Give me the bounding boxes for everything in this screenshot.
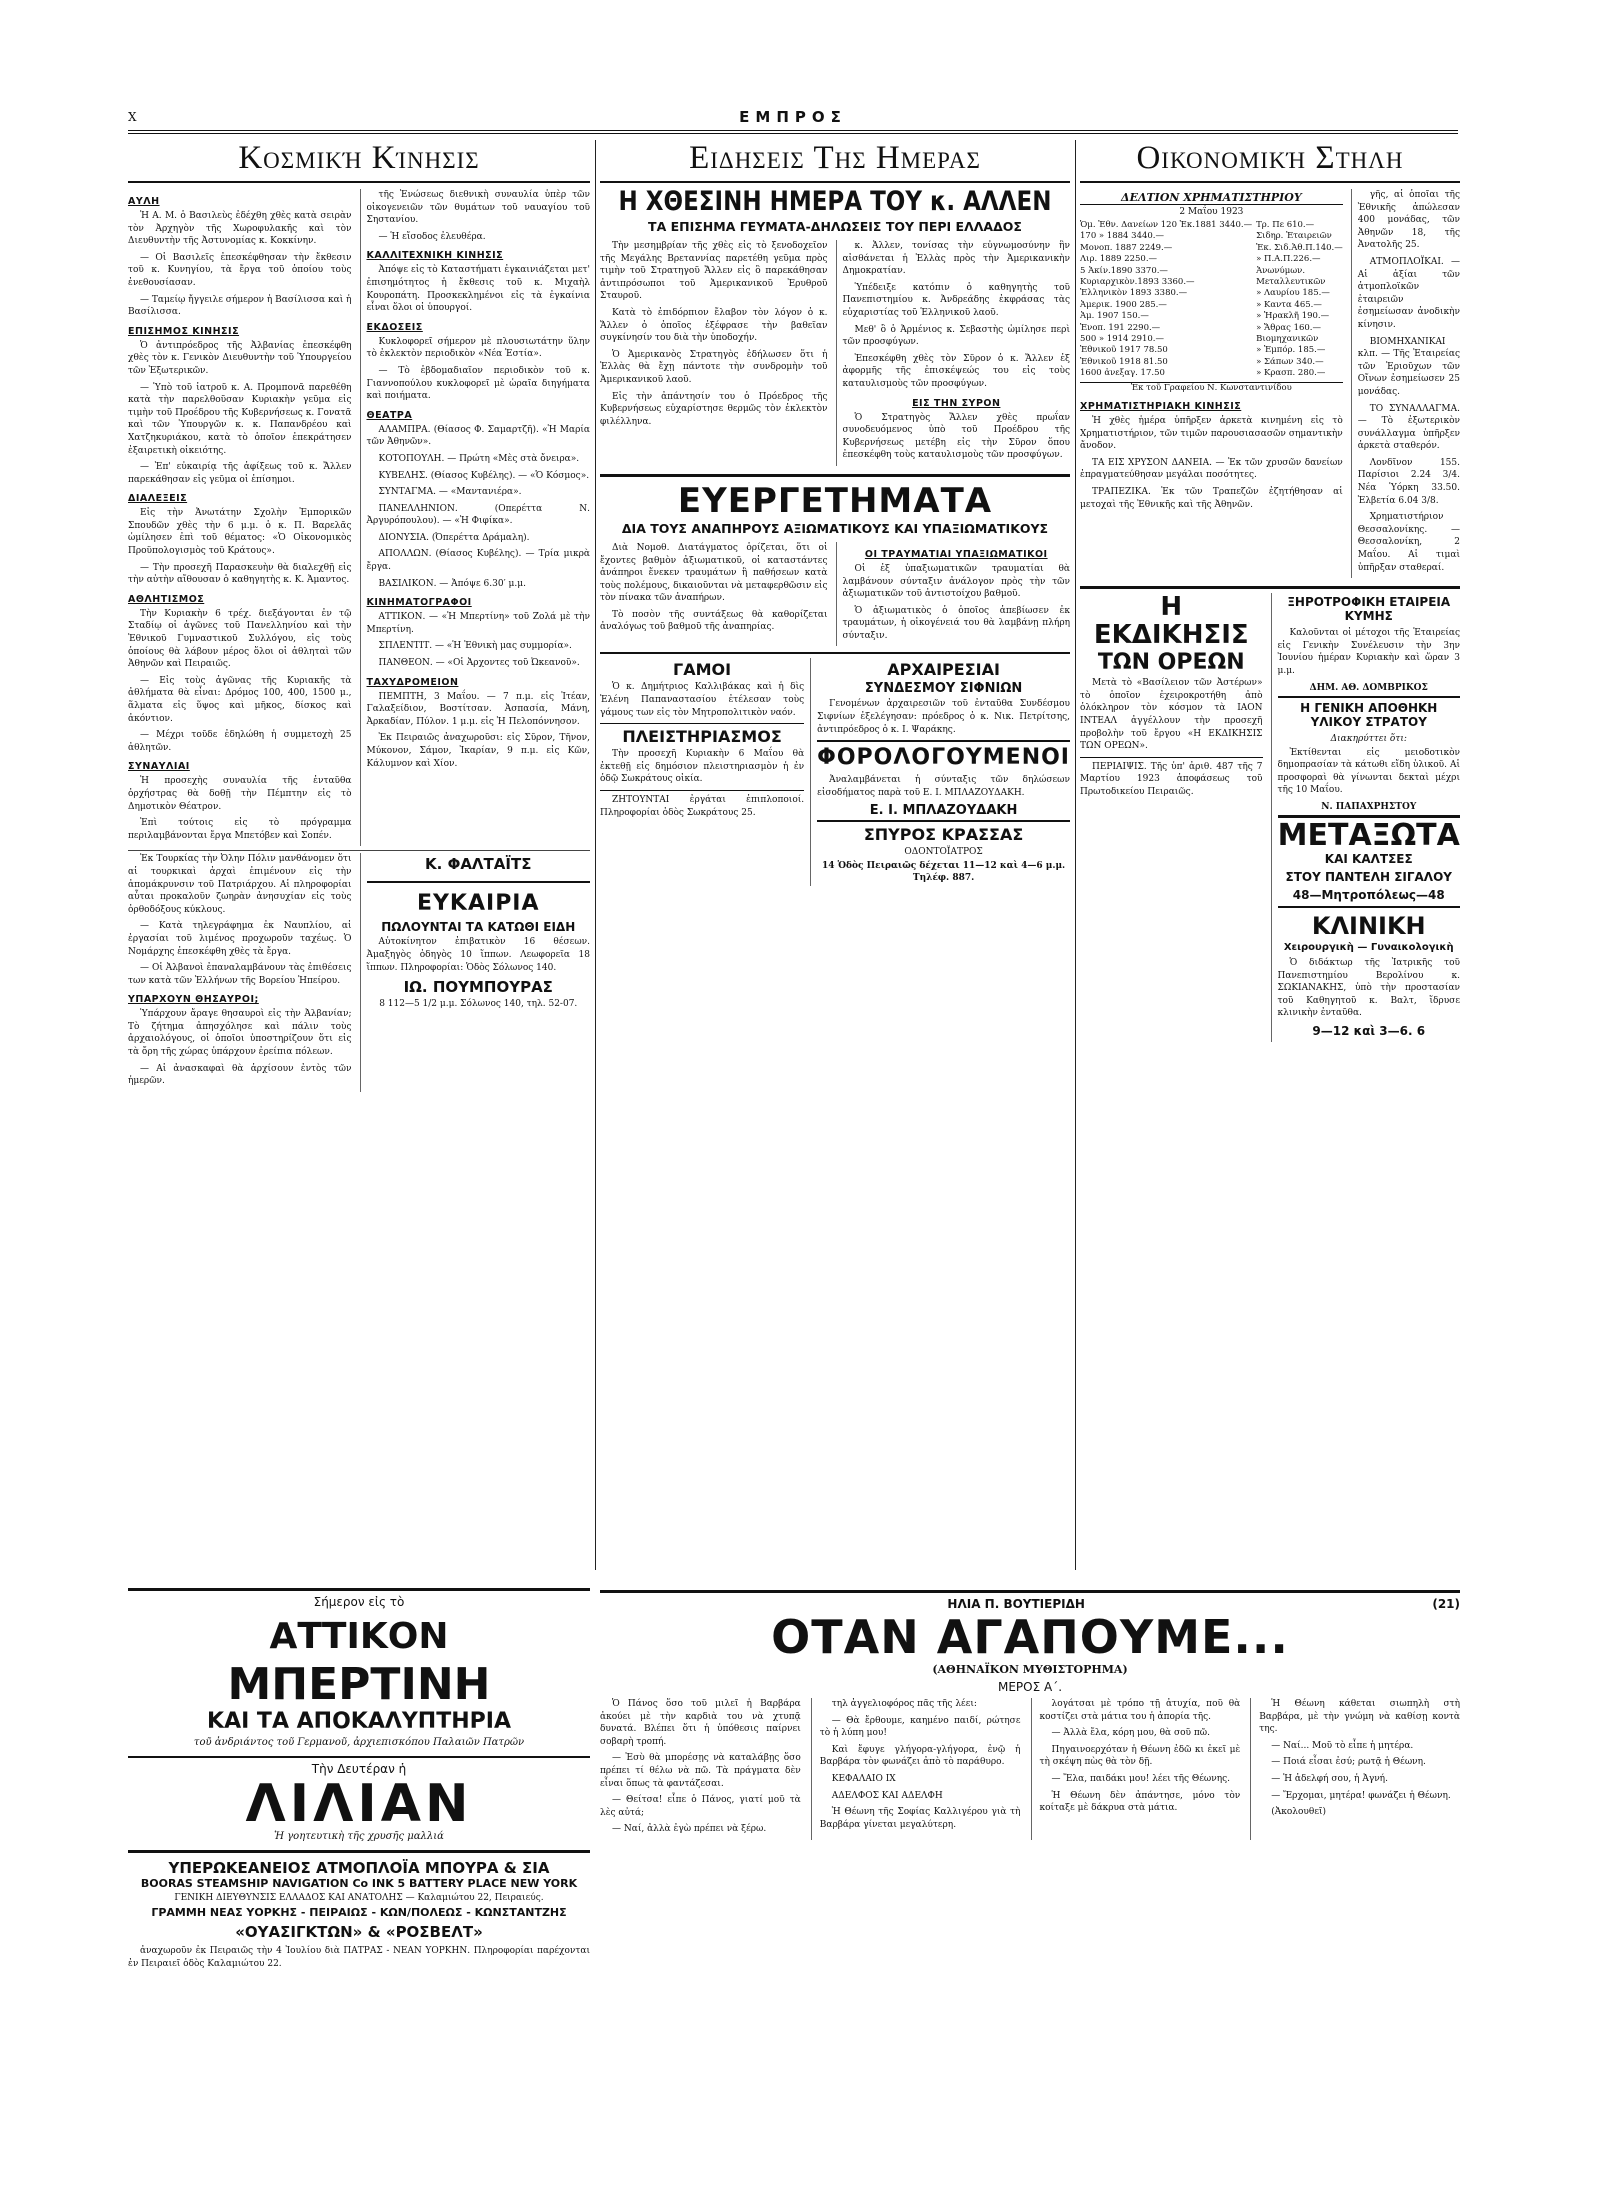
article-paragraph: Ὁ ἀντιπρόεδρος τῆς Ἀλβανίας ἐπεσκέφθη χθὲς τὸν κ. Γενικὸν Διευθυντὴν τοῦ Ὑπουργείου τῶν Ἐξωτερικῶν. xyxy=(128,340,352,376)
article-paragraph: ΒΑΣΙΛΙΚΟΝ. — Ἀπόψε 6.30′ μ.μ. xyxy=(378,578,526,589)
bulletin-row: » Ἐμπόρ. 185.— xyxy=(1256,345,1326,356)
next-film-pre: Τὴν Δευτέραν ἡ xyxy=(128,1756,590,1776)
bulletin-row: Βιομηχανικῶν xyxy=(1256,334,1319,345)
exchange-rubric: ΧΡΗΜΑΤΙΣΤΗΡΙΑΚΗ ΚΙΝΗΣΙΣ xyxy=(1080,401,1242,413)
bulletin-row: » Π.Α.Π.226.— xyxy=(1256,254,1321,265)
serial-title: ΟΤΑΝ ΑΓΑΠΟΥΜΕ... xyxy=(771,1610,1289,1664)
serial-author xyxy=(600,1590,1460,1611)
economy-header: Οικονομική Στηλη xyxy=(1080,140,1460,183)
bulletin-row: 1600 ἀνεξαγ. 17.50 xyxy=(1080,368,1165,379)
bulletin-row: » Ἄθρας 160.— xyxy=(1256,322,1322,333)
bulletin-row: Ἐθνικοῦ 1917 78.50 xyxy=(1080,345,1168,356)
silks-address: 48—Μητροπόλεως—48 xyxy=(1292,887,1445,902)
article-paragraph: Ἀπόψε εἰς τὸ Καταστήματι ἐγκαινιάζεται μετ' ἐπισημότητος ἡ ἔκθεσις τοῦ κ. Μιχαὴλ Κουροπάτη. Προσκεκλημένοι εἰς τὰ ἐγκαίνια εἶναι ὅλοι οἱ ὑπουργοί. xyxy=(366,265,590,314)
section-rubric: ΔΙΑΛΕΞΕΙΣ xyxy=(128,493,188,505)
article-paragraph: ΑΤΜΟΠΛΟΪΚΑΙ. — Αἱ ἀξίαι τῶν ἀτμοπλοϊκῶν ἑταιρειῶν ἐσημείωσαν ἀνοδικὴν κίνησιν. xyxy=(1357,256,1460,330)
bulletin-row: Ἀμ. 1907 150.— xyxy=(1080,311,1149,322)
article-paragraph: Εἰς τὴν Ἀνωτάτην Σχολὴν Ἐμπορικῶν Σπουδῶν χθὲς τὴν 6 μ.μ. ὁ κ. Π. Βαρελᾶς ὡμίλησεν ἐπὶ τοῦ θέματος: «Ὁ Οἰκονομικὸς Προϋπολογισμὸς τοῦ Κράτους». xyxy=(128,508,352,557)
article-paragraph: ΑΛΑΜΠΡΑ. (Θίασος Φ. Σαμαρτζῆ). «Ἡ Μαρία τῶν Ἀθηνῶν». xyxy=(366,424,590,448)
bulletin-row: Ὁμ. Ἐθν. Δανείων 120 Ἐκ.1881 3440.— xyxy=(1080,220,1253,230)
article-paragraph: Ἡ χθὲς ἡμέρα ὑπῆρξεν ἀρκετὰ κινημένη εἰς τὸ Χρηματιστήριον, τῶν τιμῶν παρουσιασασῶν σημαντικὴν ἄνοδον. xyxy=(1080,416,1343,452)
article-paragraph: Μεθ' ὃ ὁ Ἀρμένιος κ. Σεβαστὴς ὡμίλησε περὶ τῶν προσφύγων. xyxy=(842,324,1070,348)
shipping-subtitle: BOORAS STEAMSHIP NAVIGATION Co INK 5 BATTERY PLACE NEW YORK xyxy=(140,1877,578,1890)
bulletin-row: » Καντα 465.— xyxy=(1256,299,1322,310)
serial-part: ΜΕΡΟΣ Α΄. xyxy=(997,1680,1063,1694)
bulletin-row: Σιδηρ. Ἑταιρειῶν xyxy=(1256,231,1332,242)
article-paragraph: Ὁ ἀξιωματικὸς ὁ ὁποῖος ἀπεβίωσεν ἐκ τραυμάτων, ἡ οἰκογένειά του θὰ λαμβάνῃ πλήρη σύνταξιν. xyxy=(842,605,1070,641)
bulletin-row: » Ἡρακλῆ 190.— xyxy=(1256,311,1330,322)
dentist-address: 14 Ὁδὸς Πειραιῶς δέχεται 11—12 καὶ 4—6 μ.μ. Τηλέφ. 887. xyxy=(821,861,1066,884)
depot-text: Ἐκτίθενται εἰς μειοδοτικὸν δημοπρασίαν τὰ κάτωθι εἴδη ὑλικοῦ. Αἱ προσφοραὶ θὰ γίνωνται δεκταὶ μέχρι τῆς 10 Μαΐου. xyxy=(1277,747,1460,796)
article-paragraph: ΣΥΝΤΑΓΜΑ. — «Μαντανιέρα». xyxy=(378,487,522,498)
article-paragraph: ΤΡΑΠΕΖΙΚΑ. Ἐκ τῶν Τραπεζῶν ἐζητήθησαν αἱ μετοχαὶ τῆς Ἐθνικῆς καὶ τῆς Ἀθηνῶν. xyxy=(1080,487,1343,510)
article-paragraph: τῆς Ἐνώσεως διεθνικὴ συναυλία ὑπὲρ τῶν οἰκογενειῶν τῶν θυμάτων τοῦ ναυαγίου τοῦ Σηστανίου. xyxy=(366,190,590,226)
section-rubric: ΑΥΛΗ xyxy=(128,196,160,207)
article-paragraph: — Ἀλλὰ ἔλα, κόρη μου, θὰ σοῦ πῶ. xyxy=(1051,1728,1210,1739)
serial-col-c xyxy=(1031,1698,1241,1840)
section-rubric: ΘΕΑΤΡΑ xyxy=(366,409,413,421)
shipping-line: ΓΡΑΜΜΗ ΝΕΑΣ ΥΟΡΚΗΣ - ΠΕΙΡΑΙΩΣ - ΚΩΝ/ΠΟΛΕΩΣ - ΚΩΝΣΤΑΝΤΖΗΣ xyxy=(151,1906,567,1919)
article-paragraph: ΤΑ ΕΙΣ ΧΡΥΣΟΝ ΔΑΝΕΙΑ. — Ἐκ τῶν χρυσῶν δανείων ἐπραγματεύθησαν μεγάλαι ποσότητες. xyxy=(1080,457,1343,481)
bulletin-row: Μονοπ. 1887 2249.— xyxy=(1080,242,1173,253)
article-paragraph: Τὸ ποσὸν τῆς συντάξεως θὰ καθορίζεται ἀναλόγως τοῦ βαθμοῦ τῆς ἀναπηρίας. xyxy=(600,609,828,633)
benefits-col-a xyxy=(600,542,828,647)
ekdikisis-ad xyxy=(1080,593,1263,1042)
dentist-name: ΣΠΥΡΟΣ ΚΡΑΣΣΑΣ xyxy=(817,820,1070,844)
allen-banner: Η ΧΘΕΣΙΝΗ ΗΜΕΡΑ ΤΟΥ κ. ΑΛΛΕΝ xyxy=(618,187,1052,217)
benefits-title: ΕΥΕΡΓΕΤΗΜΑΤΑ xyxy=(600,474,1070,519)
elections-title: ΑΡΧΑΙΡΕΣΙΑΙ xyxy=(887,660,1000,680)
column-divider xyxy=(1075,140,1076,1570)
weddings-box xyxy=(600,658,804,886)
bulletin-row: Τρ. Πε 610.— xyxy=(1256,220,1315,230)
article-paragraph: — Οἱ Βασιλεῖς ἐπεσκέφθησαν τὴν ἔκθεσιν τοῦ κ. Κυνηγίου, τὰ ἔργα τοῦ ὁποίου τοὺς ἐνεθουσίασαν. xyxy=(128,252,352,288)
article-paragraph: ΠΑΝΕΛΛΗΝΙΟΝ. (Οπερέττα Ν. Ἀργυρόπουλου). — «Ἡ Φιφίκα». xyxy=(366,503,590,527)
bulletin-row: Ἐλληνικὸν 1893 3380.— xyxy=(1080,288,1188,299)
serial-novel xyxy=(600,1590,1460,2190)
article-paragraph: ΠΑΝΘΕΟΝ. — «Οἱ Ἀρχοντες τοῦ Ὠκεανοῦ». xyxy=(378,658,580,669)
syros-rubric: ΕΙΣ ΤΗΝ ΣΥΡΟΝ xyxy=(912,397,1001,409)
benefits-subtitle: ΔΙΑ ΤΟΥΣ ΑΝΑΠΗΡΟΥΣ ΑΞΙΩΜΑΤΙΚΟΥΣ ΚΑΙ ΥΠΑΞΙΩΜΑΤΙΚΟΥΣ xyxy=(621,520,1049,536)
bulletin-row: 500 » 1914 2910.— xyxy=(1080,334,1164,345)
article-paragraph: — Εἰς τοὺς ἀγῶνας τῆς Κυριακῆς τὰ ἀθλήματα θὰ εἶναι: Δρόμος 100, 400, 1500 μ., ἅλματα εἰς ὕψος καὶ μῆκος, δίσκος καὶ ἀκόντιον. xyxy=(128,675,352,724)
article-paragraph: — Θὰ ἔρθουμε, καημένο παιδί, ρώτησε τὸ ἡ λύπη μου! xyxy=(819,1715,1021,1739)
allen-story-b xyxy=(836,240,1071,466)
article-paragraph: Ἐκ Τουρκίας τὴν Ὀλην Πόλιν μανθάνομεν ὅτι αἱ τουρκικαὶ ἀρχαὶ ἐπιμένουν εἰς τὴν ἀπομάκρυνσιν τοῦ Πατριάρχου. Αἱ πληροφορίαι αὗται προκαλοῦν ζωηρὰν ἀνησυχίαν εἰς τοὺς ὀρθοδόξους κύκλους. xyxy=(128,854,352,915)
social-column xyxy=(128,140,590,1570)
opportunity-ad xyxy=(360,853,591,1092)
taxpayers-title: ΦΟΡΟΛΟΓΟΥΜΕΝΟΙ xyxy=(817,740,1070,770)
depot-title: Η ΓΕΝΙΚΗ ΑΠΟΘΗΚΗ ΥΛΙΚΟΥ ΣΤΡΑΤΟΥ xyxy=(1278,696,1461,729)
clinic-subtitle: Χειρουργικὴ — Γυναικολογικὴ xyxy=(1283,941,1454,953)
allen-story-a xyxy=(600,240,828,466)
taxpayers-text: Ἀναλαμβάνεται ἡ σύνταξις τῶν δηλώσεων εἰσοδήματος παρὰ τοῦ Ε. Ι. ΜΠΛΑΖΟΥΔΑΚΗ. xyxy=(817,775,1070,798)
ad-body: Αὐτοκίνητον ἐπιβατικὸν 16 θέσεων. Ἀμαξηγὸς ὁδηγὸς 10 ἵππων. Λεωφορεῖα 18 ἵππων. Πληροφορίαι: Ὁδὸς Σόλωνος 140. xyxy=(366,937,590,973)
article-paragraph: τηλ ἀγγελιοφόρος πᾶς τῆς λέει: xyxy=(831,1699,977,1709)
article-paragraph: ΠΕΜΠΤΗ, 3 Μαΐου. — 7 π.μ. εἰς Ἰτέαν, Γαλαξείδιον, Βοστίτσαν. Ἀσπασία, Μάνη, Ἀρκαδίαν, Πύλον. 1 μ.μ. εἰς Ἡ Πελοπόννησον. xyxy=(366,691,590,727)
section-rubric: ΥΠΑΡΧΟΥΝ ΘΗΣΑΥΡΟΙ; xyxy=(128,994,259,1006)
shipping-title: ΥΠΕΡΩΚΕΑΝΕΙΟΣ ΑΤΜΟΠΛΟΪΑ ΜΠΟΥΡΑ & ΣΙΑ xyxy=(128,1850,590,1877)
bulletin-date: 2 Μαΐου 1923 xyxy=(1179,207,1244,217)
elections-subtitle: ΣΥΝΔΕΣΜΟΥ ΣΙΦΝΙΩΝ xyxy=(864,681,1023,697)
section-rubric: ΑΘΛΗΤΙΣΜΟΣ xyxy=(128,593,205,605)
article-paragraph: ΑΠΟΛΛΩΝ. (Θίασος Κυβέλης). — Τρία μικρὰ ἔργα. xyxy=(366,549,590,573)
auction-title: ΠΛΕΙΣΤΗΡΙΑΣΜΟΣ xyxy=(600,723,804,746)
social-subcol-b xyxy=(360,189,591,846)
section-rubric: ΕΠΙΣΗΜΟΣ ΚΙΝΗΣΙΣ xyxy=(128,325,240,337)
bulletin-footer: Ἐκ τοῦ Γραφείου Ν. Κωνσταντινίδου xyxy=(1080,382,1343,394)
article-paragraph: Κυκλοφορεῖ σήμερον μὲ πλουσιωτάτην ὕλην τὸ ἐκλεκτὸν περιοδικὸν «Νέα Ἑστία». xyxy=(366,336,590,360)
elections-text: Γενομένων ἀρχαιρεσιῶν τοῦ ἐνταῦθα Συνδέσμου Σιφνίων ἐξελέγησαν: πρόεδρος ὁ κ. Νικ. Πετρίτσης, ἀντιπρόεδρος ὁ κ. Ι. Ψαράκης. xyxy=(817,699,1070,735)
article-paragraph: Πηγαινοερχόταν ἡ Θέωνη ἐδῶ κι ἐκεῖ μὲ τὴ σκέψη πὼς θὰ τὸν δῇ. xyxy=(1039,1744,1241,1768)
bulletin-row: 5 Ἀκίν.1890 3370.— xyxy=(1080,265,1168,276)
serial-author-name: ΗΛΙΑ Π. ΒΟΥΤΙΕΡΙΔΗ xyxy=(947,1597,1085,1611)
article-paragraph: Ἡ Θέωνη κάθεται σιωπηλὴ στὴ Βαρβάρα, μὲ τὴν γνώμη νὰ καθίσῃ κοντὰ της. xyxy=(1259,1699,1460,1735)
article-paragraph: — Τὸ ἑβδομαδιαῖον περιοδικὸν τοῦ κ. Γιαννοπούλου κυκλοφορεῖ μὲ ὡραῖα διηγήματα καὶ ποιήματα. xyxy=(366,365,590,402)
next-film-title: ΛΙΛΙΑΝ xyxy=(245,1774,473,1834)
article-paragraph: Ἡ Θέωνη τῆς Σοφίας Καλλιγέρου γιὰ τὴ Βαρβάρα γίνεται μεγαλύτερη. xyxy=(819,1807,1021,1830)
bulletin-row: Λιρ. 1889 2250.— xyxy=(1080,254,1158,265)
news-header: Ειδησεις Της Ημερας xyxy=(600,140,1070,183)
bulletin-rows-a xyxy=(1080,220,1252,380)
depot-sign: Ν. ΠΑΠΑΧΡΗΣΤΟΥ xyxy=(1321,801,1417,812)
film-subtitle: ΚΑΙ ΤΑ ΑΠΟΚΑΛΥΠΤΗΡΙΑ xyxy=(207,1709,511,1734)
social-subcol-bottom xyxy=(128,853,352,1092)
article-paragraph: — Αἱ ἀνασκαφαὶ θὰ ἀρχίσουν ἐντὸς τῶν ἡμερῶν. xyxy=(128,1063,352,1087)
clinic-text: Ὁ διδάκτωρ τῆς Ἰατρικῆς τοῦ Πανεπιστημίου Βερολίνου κ. ΣΩΚΙΑΝΑΚΗΣ, ὑπὸ τὴν προστασίαν τοῦ Καθηγητοῦ κ. Βαλτ, ἵδρυσε κλινικὴν ἐνταῦθα. xyxy=(1277,957,1460,1019)
article-paragraph: Ἡ Θέωνη δὲν ἀπάντησε, μόνο τὸν κοίταξε μὲ δάκρυα στὰ μάτια. xyxy=(1039,1790,1241,1814)
xiro-sign: ΔΗΜ. ΑΘ. ΔΟΜΒΡΙΚΟΣ xyxy=(1309,682,1428,693)
article-paragraph: — Ἡ ἀδελφή σου, ἡ Ἀγνή. xyxy=(1271,1773,1388,1784)
article-paragraph: κ. Ἀλλεν, τονίσας τὴν εὐγνωμοσύνην ἣν αἰσθάνεται ἡ Ἑλλὰς πρὸς τὴν Ἀμερικανικὴν Δημοκρατίαν. xyxy=(842,241,1070,277)
article-paragraph: γῆς, αἱ ὁποῖαι τῆς Ἐθνικῆς ἀπώλεσαν 400 μονάδας, τῶν Ἀθηνῶν 18, τῆς Ἀνατολῆς 25. xyxy=(1357,190,1460,251)
cinema-name: ΑΤΤΙΚΟΝ xyxy=(269,1616,449,1657)
ekdikisis-subtitle: ΤΩΝ ΟΡΕΩΝ xyxy=(1097,650,1245,676)
cinema-ad xyxy=(128,1588,590,2191)
next-film-caption: Ἡ γοητευτικὴ τῆς χρυσῆς μαλλιά xyxy=(274,1831,444,1842)
article-paragraph: Καὶ ἔφυγε γλήγορα-γλήγορα, ἐνῷ ἡ Βαρβάρα τὸν φωνάζει ἀπὸ τὸ παράθυρο. xyxy=(819,1744,1021,1768)
serial-number: (21) xyxy=(1432,1597,1460,1611)
serial-subtitle: (ΑΘΗΝΑΪΚΟΝ ΜΥΘΙΣΤΟΡΗΜΑ) xyxy=(932,1663,1128,1676)
article-paragraph: — Ταμείῳ ἤγγειλε σήμερον ἡ Βασίλισσα καὶ ἡ Βασίλισσα. xyxy=(128,294,352,318)
article-paragraph: ΑΤΤΙΚΟΝ. — «Ἡ Μπερτίνη» τοῦ Ζολά μὲ τὴν Μπερτίνη. xyxy=(366,612,590,635)
bulletin-row: Ἐθνικοῦ 1918 81.50 xyxy=(1080,356,1168,367)
article-paragraph: Ἡ Α. Μ. ὁ Βασιλεὺς ἐδέχθη χθὲς κατὰ σειρὰν τὸν Ἀρχηγὸν τῆς Χωροφυλακῆς καὶ τὸν Διευθυντὴν τῆς Ἀστυνομίας κ. Κοκκίνην. xyxy=(128,211,352,247)
film-title: ΜΠΕΡΤΙΝΗ xyxy=(227,1659,491,1710)
allen-subtitle: ΤΑ ΕΠΙΣΗΜΑ ΓΕΥΜΑΤΑ-ΔΗΛΩΣΕΙΣ ΤΟΥ ΠΕΡΙ ΕΛΛΑΔΟΣ xyxy=(648,219,1022,234)
article-paragraph: — Ἐσὺ θὰ μπορέσῃς νὰ καταλάβῃς ὅσο πρέπει τί θέλω νὰ πῶ. Τὰ πράγματα δὲν εἶναι ὅπως τὰ φαντάζεσαι. xyxy=(600,1753,801,1789)
periipsis-text: ΠΕΡΙΑΙΨΙΣ. Τῆς ὑπ' ἀριθ. 487 τῆς 7 Μαρτίου 1923 ἀποφάσεως τοῦ Πρωτοδικείου Πειραιῶς. xyxy=(1080,757,1263,799)
article-paragraph: ΚΟΤΟΠΟΥΛΗ. — Πρώτη «Μὲς στὰ ὄνειρα». xyxy=(378,453,580,464)
depot-subtitle: Διακηρύττει ὅτι: xyxy=(1330,733,1407,744)
auction-text: Τὴν προσεχῆ Κυριακὴν 6 Μαΐου θὰ ἐκτεθῇ εἰς δημόσιον πλειστηριασμὸν ἡ ἐν ὁδῷ Σωκράτους οἰκία. xyxy=(600,749,805,785)
right-notices xyxy=(1271,593,1461,1042)
clinic-title: ΚΛΙΝΙΚΗ xyxy=(1278,906,1461,940)
article-paragraph: Διὰ Νομοθ. Διατάγματος ὁρίζεται, ὅτι οἱ ἔχοντες βαθμὸν ἀξιωματικοῦ, οἱ καταστάντες ἀνάπηροι ἕνεκεν τραυμάτων ἢ παθήσεων κατὰ τοὺς πολέμους, δικαιοῦνται νὰ μεταφερθῶσιν εἰς τὸν πίνακα τῶν ἀναπήρων. xyxy=(600,542,828,604)
bulletin-row: Ἀμερικ. 1900 285.— xyxy=(1080,299,1167,310)
ad-name: ΙΩ. ΠΟΥΜΠΟΥΡΑΣ xyxy=(403,978,553,997)
news-column xyxy=(600,140,1070,1550)
ekdikisis-title: Η ΕΚΔΙΚΗΣΙΣ xyxy=(1093,592,1249,651)
article-paragraph: ΒΙΟΜΗΧΑΝΙΚΑΙ κλπ. — Τῆς Ἐταιρείας τῶν Ἐριοῦχων τῶν Οἴνων ἐσημείωσεν 25 μονάδας. xyxy=(1357,336,1460,397)
article-paragraph: — Ποιά εἶσαι ἐσύ; ρωτᾷ ἡ Θέωνη. xyxy=(1271,1757,1426,1768)
silks-title: ΜΕΤΑΞΩΤΑ xyxy=(1278,815,1461,850)
article-paragraph: Τὴν μεσημβρίαν τῆς χθὲς εἰς τὸ ξενοδοχεῖον τῆς Μεγάλης Βρεταννίας παρετέθη γεῦμα πρὸς τιμὴν τοῦ Στρατηγοῦ Ἄλλεν εἰς ὃ παρεκάθησαν ἀντιπρόσωποι τοῦ Ἀμερικανικοῦ Ἐρυθροῦ Σταυροῦ. xyxy=(600,241,828,302)
economy-col-b xyxy=(1351,189,1460,578)
article-paragraph: ΚΥΒΕΛΗΣ. (Θίασος Κυβέλης). — «Ὁ Κόσμος». xyxy=(378,470,590,481)
article-paragraph: Χρηματιστήριον Θεσσαλονίκης. — Θεσσαλονίκη, 2 Μαΐου. Αἱ τιμαὶ ὑπῆρξαν σταθεραί. xyxy=(1357,512,1460,573)
bulletin-row: Κυριαρχικὸν.1893 3360.— xyxy=(1080,277,1195,288)
article-paragraph: Ἐπὶ τούτοις εἰς τὸ πρόγραμμα περιλαμβάνονται ἔργα Μπετόβεν καὶ Σοπέν. xyxy=(128,818,352,841)
article-paragraph: (Ἀκολουθεῖ) xyxy=(1271,1807,1327,1818)
article-paragraph: — Θείτσα! εἶπε ὁ Πάνος, γιατί μοῦ τὰ λὲς αὐτά; xyxy=(600,1795,801,1818)
masthead xyxy=(128,108,1458,134)
bulletin-title: ΔΕΛΤΙΟΝ ΧΡΗΜΑΤΙΣΤΗΡΙΟΥ xyxy=(1080,191,1343,205)
shipping-vessels: «ΟΥΑΣΙΓΚΤΩΝ» & «ΡΟΣΒΕΛΤ» xyxy=(235,1923,483,1941)
cinema-pre: Σήμερον εἰς τὸ xyxy=(313,1595,405,1609)
serial-col-a xyxy=(600,1698,801,1840)
article-paragraph: — Μέχρι τοῦδε ἐδηλώθη ἡ συμμετοχὴ 25 ἀθλητῶν. xyxy=(128,730,352,753)
article-paragraph: ΑΔΕΛΦΟΣ ΚΑΙ ΑΔΕΛΦΗ xyxy=(831,1790,943,1801)
article-paragraph: — Ἡ εἴσοδος ἐλευθέρα. xyxy=(378,231,486,242)
bulletin-row: » Λαυρίου 185.— xyxy=(1256,288,1330,299)
dentist-title: ΟΔΟΝΤΟΪΑΤΡΟΣ xyxy=(904,847,983,858)
section-rubric: ΚΙΝΗΜΑΤΟΓΡΑΦΟΙ xyxy=(366,597,472,609)
article-paragraph: — Ἐπ' εὐκαιρίᾳ τῆς ἀφίξεως τοῦ κ. Ἄλλεν παρεκάθησαν εἰς γεῦμα οἱ ἐπίσημοι. xyxy=(128,462,352,485)
ad-title: ΕΥΚΑΙΡΙΑ xyxy=(416,891,540,917)
article-paragraph: — Ναί... Μοῦ τὸ εἶπε ἡ μητέρα. xyxy=(1271,1740,1414,1751)
bulletin-row: 170 » 1884 3440.— xyxy=(1080,231,1164,242)
elections-box xyxy=(810,658,1070,886)
column-divider xyxy=(595,140,596,1570)
taxpayers-name: Ε. Ι. ΜΠΛΑΖΟΥΔΑΚΗ xyxy=(869,803,1018,819)
article-paragraph: ΣΠΛΕΝΤΙΤ. — «Ἡ Ἐθνικὴ μας συμμορία». xyxy=(378,641,572,652)
masthead-title: ΕΜΠΡΟΣ xyxy=(739,108,847,126)
serial-col-d xyxy=(1250,1698,1460,1840)
bulletin-row: Μεταλλευτικῶν xyxy=(1256,277,1326,288)
silks-subtitle: ΚΑΙ ΚΑΛΤΣΕΣ xyxy=(1324,851,1413,866)
ad-subtitle: ΠΩΛΟΥΝΤΑΙ ΤΑ ΚΑΤΩΘΙ ΕΙΔΗ xyxy=(381,920,576,935)
article-paragraph: Εἰς τὴν ἀπάντησίν του ὁ Πρόεδρος τῆς Κυβερνήσεως εὐχαρίστησε θερμῶς τὸν ἐκλεκτὸν φιλέλληνα. xyxy=(600,391,828,427)
bulletin-row: » Κρασπ. 280.— xyxy=(1256,368,1326,379)
social-header: Κοσμική Κίνησις xyxy=(128,140,590,183)
article-paragraph: Ὁ Ἀμερικανὸς Στρατηγὸς ἐδήλωσεν ὅτι ἡ Ἑλλὰς θὰ ἔχῃ πάντοτε τὴν συνδρομὴν τοῦ Ἀμερικανικοῦ λαοῦ. xyxy=(600,349,828,385)
article-paragraph: — Κατὰ τηλεγράφημα ἐκ Ναυπλίου, αἱ ἐργασίαι τοῦ λιμένος προχωροῦν ταχέως. Ὁ Νομάρχης ἐπεσκέφθη χθὲς τὰ ἔργα. xyxy=(128,921,352,957)
film-caption: τοῦ ἀνδριάντος τοῦ Γερμανοῦ, ἀρχιεπισκόπου Παλαιῶν Πατρῶν xyxy=(193,1737,525,1748)
article-paragraph: — Οἱ Ἀλβανοὶ ἐπαναλαμβάνουν τὰς ἐπιθέσεις των κατὰ τῶν Ἑλλήνων τῆς Βορείου Ἠπείρου. xyxy=(128,963,352,986)
article-paragraph: Ὁ Πάνος ὅσο τοῦ μιλεῖ ἡ Βαρβάρα ἀκούει μὲ τὴν καρδιὰ του νὰ χτυπᾷ δυνατά. Βλέπει ὅτι ἡ ὑπόθεσις παίρνει σοβαρὴ τροπή. xyxy=(600,1699,801,1747)
article-paragraph: — Ἔλα, παιδάκι μου! λέει τῆς Θέωνης. xyxy=(1051,1773,1231,1784)
article-paragraph: ΤΟ ΣΥΝΑΛΛΑΓΜΑ. — Τὸ ἐξωτερικὸν συνάλλαγμα ὑπῆρξεν ἀρκετὰ σταθερόν. xyxy=(1357,403,1460,452)
wounded-rubric: ΟΙ ΤΡΑΥΜΑΤΙΑΙ ΥΠΑΞΙΩΜΑΤΙΚΟΙ xyxy=(864,548,1048,560)
bulletin-rows-b xyxy=(1256,220,1343,380)
section-rubric: ΤΑΧΥΔΡΟΜΕΙΟΝ xyxy=(366,676,459,688)
bulletin-row: » Σάπων 340.— xyxy=(1256,356,1324,367)
article-paragraph: — Ἔρχομαι, μητέρα! φωνάζει ἡ Θέωνη. xyxy=(1271,1790,1451,1801)
article-paragraph: Ἡ προσεχὴς συναυλία τῆς ἐνταῦθα ὀρχήστρας θὰ δοθῇ τὴν Πέμπτην εἰς τὸ Δημοτικὸν Θέατρον. xyxy=(128,776,352,812)
syros-text: Ὁ Στρατηγὸς Ἄλλεν χθὲς πρωΐαν συνοδευόμενος ὑπὸ τοῦ Προέδρου τῆς Κυβερνήσεως μετέβη εἰς τὴν Σῦρον ὅπου ἐπεσκέφθη τοὺς καταυλισμοὺς τῶν προσφύγων. xyxy=(842,412,1070,461)
economy-column xyxy=(1080,140,1460,1570)
shipping-agent: ΓΕΝΙΚΗ ΔΙΕΥΘΥΝΣΙΣ ΕΛΛΑΔΟΣ ΚΑΙ ΑΝΑΤΟΛΗΣ — Καλαμιώτου 22, Πειραιεύς. xyxy=(174,1893,544,1903)
article-paragraph: ΚΕΦΑΛΑΙΟ IX xyxy=(831,1773,896,1784)
article-paragraph: — Τὴν προσεχῆ Παρασκευὴν θὰ διαλεχθῇ εἰς τὴν αὐτὴν αἴθουσαν ὁ καθηγητὴς κ. Κ. Ἀμαντος. xyxy=(128,562,352,586)
serial-col-b xyxy=(811,1698,1021,1840)
article-paragraph: Ὑπάρχουν ἄραγε θησαυροὶ εἰς τὴν Ἀλβανίαν; Τὸ ζήτημα ἀπησχόλησε καὶ πάλιν τοὺς ἀρχαιολόγους, οἱ ὁποῖοι ὑποστηρίζουν ὅτι εἰς τὰ ὄρη τῆς χώρας ὑπάρχουν ἐρείπια πόλεων. xyxy=(128,1009,352,1058)
article-paragraph: Ἐκ Πειραιῶς ἀναχωροῦσι: εἰς Σῦρον, Τῆνον, Μύκονον, Σάμον, Ἰκαρίαν, 9 π.μ. εἰς Κῶν, Κάλυμνον καὶ Χίον. xyxy=(366,733,590,769)
shipping-text: ἀναχωροῦν ἐκ Πειραιῶς τὴν 4 Ἰουλίου διὰ ΠΑΤΡΑΣ - ΝΕΑΝ ΥΟΡΚΗΝ. Πληροφορίαι παρέχονται ἐν Πειραιεῖ ὁδὸς Καλαμιώτου 22. xyxy=(128,1946,590,1969)
exchange-bulletin xyxy=(1080,189,1343,578)
ekdikisis-text: Μετὰ τὸ «Βασίλειον τῶν Ἀστέρων» τὸ ὁποῖον ἐχειροκροτήθη ἀπὸ ὁλόκληρον τὸν κόσμον τὰ ΙΑΟΝ ΙΝΤΕΑΛ ἀγγέλλουν τὴν προσεχῆ προβολὴν τοῦ ἔργου «Η ΕΚΔΙΚΗΣΙΣ ΤΩΝ ΟΡΕΩΝ». xyxy=(1080,678,1263,752)
article-paragraph: Κατὰ τὸ ἐπιδόρπιον ἔλαβον τὸν λόγον ὁ κ. Ἄλλεν ὁ ὁποῖος ἐξέφρασε τὴν βαθεῖαν συγκίνησίν του διὰ τὴν ὑποδοχήν. xyxy=(600,307,828,344)
bulletin-row: Ἐκ. Σιδ.Ἀθ.Π.140.— xyxy=(1256,242,1343,253)
weddings-title: ΓΑΜΟΙ xyxy=(673,660,732,680)
article-paragraph: Οἱ ἐξ ὑπαξιωματικῶν τραυματίαι θὰ λαμβάνουν σύνταξιν ἀνάλογον πρὸς τὴν τῶν ἀξιωματικῶν τοῦ ἀντιστοίχου βαθμοῦ. xyxy=(842,563,1070,600)
article-paragraph: Λονδῖνον 155. Παρίσιοι 2.24 3/4. Νέα Ὑόρκη 33.50. Ἑλβετία 6.04 3/8. xyxy=(1357,457,1460,506)
article-paragraph: — Ναί, ἀλλὰ ἐγὼ πρέπει νὰ ξέρω. xyxy=(612,1824,767,1835)
bulletin-row: Ἀνωνύμων. xyxy=(1256,265,1306,276)
article-paragraph: — Ὑπὸ τοῦ ἰατροῦ κ. Α. Προμπονᾶ παρεθέθη κατὰ τὴν παρελθοῦσαν Κυριακὴν γεῦμα εἰς τιμὴν τοῦ Προέδρου τῆς Κυβερνήσεως κ. Γονατᾶ καὶ τῶν Ὑπουργῶν κ. κ. Παπανδρέου καὶ Χατζηκυριάκου, κατὰ τὸ ὁποῖον ἐπεκράτησεν ἐξαιρετικὴ οἰκειότης. xyxy=(128,382,352,456)
article-paragraph: Τὴν Κυριακὴν 6 τρέχ. διεξάγονται ἐν τῷ Σταδίῳ οἱ ἀγῶνες τοῦ Πανελληνίου καὶ τὴν Ἐθνικοῦ Γυμναστικοῦ Συλλόγου, εἰς τοὺς ὁποίους θὰ λάβουν μέρος ὅλοι οἱ ἀθληταὶ τῶν Ἀθηνῶν καὶ Πειραιῶς. xyxy=(128,608,352,670)
ad-signature: Κ. ΦΑΛΤΑΪΤΣ xyxy=(425,855,532,874)
masthead-mark: Χ xyxy=(128,110,137,124)
xiro-title: ΞΗΡΟΤΡΟΦΙΚΗ ΕΤΑΙΡΕΙΑ ΚΥΜΗΣ xyxy=(1287,595,1451,624)
article-paragraph: Ὑπέδειξε κατόπιν ὁ καθηγητὴς τοῦ Πανεπιστημίου κ. Ἀνδρεάδης ἐκφράσας τὰς εὐχαριστίας τοῦ Ἑλληνικοῦ λαοῦ. xyxy=(842,282,1070,318)
social-subcol-a xyxy=(128,189,352,846)
silks-shop: ΣΤΟΥ ΠΑΝΤΕΛΗ ΣΙΓΑΛΟΥ xyxy=(1285,869,1452,884)
xiro-text: Καλοῦνται οἱ μέτοχοι τῆς Ἑταιρείας εἰς Γενικὴν Συνέλευσιν τὴν 3ην Ἰουνίου ἡμέραν Κυριακὴν καὶ ὥραν 3 μ.μ. xyxy=(1277,628,1460,676)
article-paragraph: Ἐπεσκέφθη χθὲς τὸν Σῦρον ὁ κ. Ἄλλεν ἐξ ἀφορμῆς τῆς ἐπισκέψεώς του εἰς τοὺς καταυλισμοὺς τῶν προσφύγων. xyxy=(842,353,1070,389)
section-rubric: ΚΑΛΛΙΤΕΧΝΙΚΗ ΚΙΝΗΣΙΣ xyxy=(366,250,504,262)
article-paragraph: ΔΙΟΝΥΣΙΑ. (Ὀπερέττα Δράμαλη). xyxy=(378,532,530,543)
section-rubric: ΕΚΔΟΣΕΙΣ xyxy=(366,321,423,333)
bulletin-row: Ἑνοπ. 191 2290.— xyxy=(1080,322,1161,333)
article-paragraph: λογάτσαι μὲ τρόπο τῇ ἀτυχία, ποῦ θὰ κοστίζει στὰ μάτια του ἡ ἀπορία τῆς. xyxy=(1039,1699,1241,1722)
clinic-hours: 9—12 καὶ 3—6. 6 xyxy=(1312,1023,1426,1038)
weddings-text: Ὁ κ. Δημήτριος Καλλιβάκας καὶ ἡ δὶς Ἑλένη Παπαναστασίου ἐτέλεσαν τοὺς γάμους των εἰς τὸν Μητροπολιτικὸν ναόν. xyxy=(600,682,805,718)
section-rubric: ΣΥΝΑΥΛΙΑΙ xyxy=(128,761,190,773)
wanted-text: ΖΗΤΟΥΝΤΑΙ ἐργάται ἐπιπλοποιοί. Πληροφορίαι ὁδὸς Σωκράτους 25. xyxy=(600,790,804,819)
ad-address: 8 112—5 1/2 μ.μ. Σόλωνος 140, τηλ. 52-07. xyxy=(379,999,578,1010)
benefits-col-b xyxy=(836,542,1071,647)
